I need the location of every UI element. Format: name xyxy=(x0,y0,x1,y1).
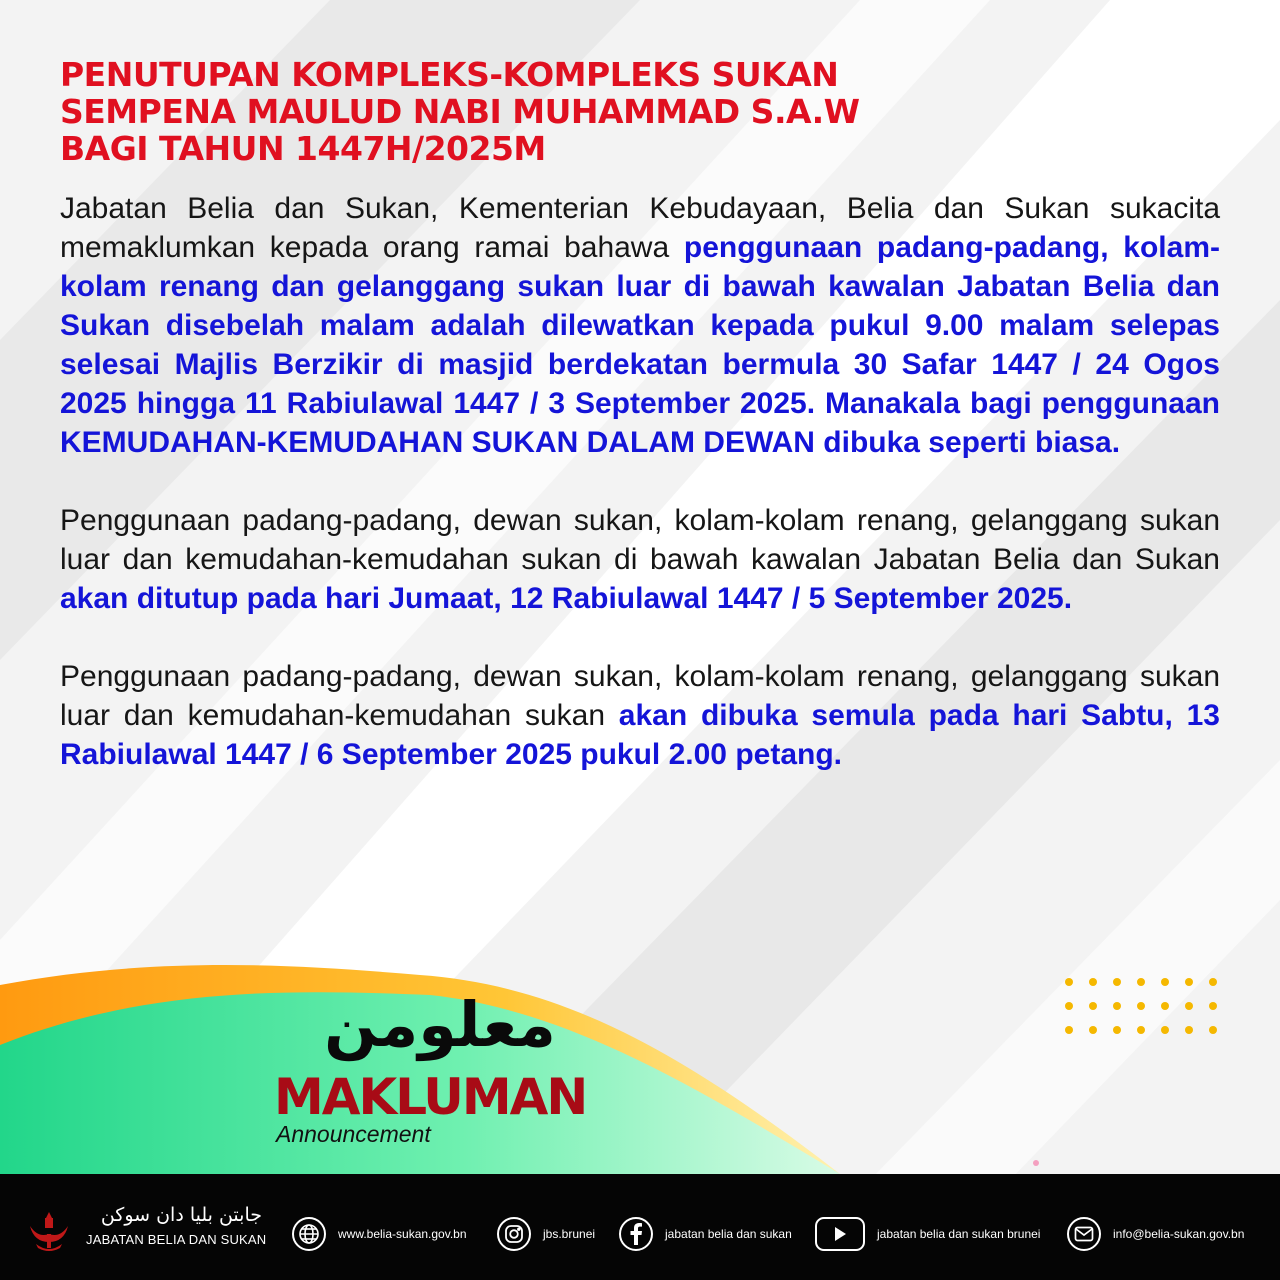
paragraph-highlight: akan dibuka semula pada hari Sabtu, 13 Rabiulawal 1447 / 6 September 2025 pukul 2.00 petang. xyxy=(60,699,1220,771)
announcement-body xyxy=(60,56,1220,774)
announcement-title xyxy=(60,56,1220,167)
paragraph-text: Penggunaan padang-padang, dewan sukan, kolam-kolam renang, gelanggang sukan luar dan kemudahan-kemudahan sukan di bawah kawalan Jabatan Belia dan Sukan xyxy=(60,504,1220,576)
footer-bar xyxy=(0,1174,1280,1280)
globe-icon xyxy=(292,1217,326,1251)
paragraph-highlight: penggunaan padang-padang, kolam-kolam renang dan gelanggang sukan luar di bawah kawalan Jabatan Belia dan Sukan disebelah malam adalah dilewatkan kepada pukul 9.00 malam selepas selesai Majlis Berzikir di masjid berdekatan bermula 30 Safar 1447 / 24 Ogos 2025 hingga 11 Rabiulawal 1447 / 3 September 2025. Manakala bagi penggunaan KEMUDAHAN-KEMUDAHAN SUKAN DALAM DEWAN dibuka seperti biasa. xyxy=(60,231,1220,459)
makluman-heading: MAKLUMAN xyxy=(274,1068,587,1126)
logo-jawi-text: جابتن بليا دان سوكن xyxy=(100,1204,262,1226)
title-line: BAGI TAHUN 1447H/2025M xyxy=(60,129,546,168)
instagram-label: jbs.brunei xyxy=(543,1227,596,1241)
title-line: PENUTUPAN KOMPLEKS-KOMPLEKS SUKAN xyxy=(60,55,839,94)
email-link[interactable] xyxy=(1067,1214,1244,1254)
announcement-subtitle: Announcement xyxy=(276,1121,431,1147)
paragraph-highlight: akan ditutup pada hari Jumaat, 12 Rabiulawal 1447 / 5 September 2025. xyxy=(60,582,1073,615)
dot-pattern xyxy=(1062,975,1226,1039)
crest-icon xyxy=(24,1208,74,1254)
paragraph-intro xyxy=(60,189,1220,462)
paragraph-closure xyxy=(60,501,1220,618)
instagram-link[interactable] xyxy=(497,1214,595,1254)
website-label: www.belia-sukan.gov.bn xyxy=(338,1227,467,1241)
facebook-icon xyxy=(619,1217,653,1251)
facebook-link[interactable] xyxy=(619,1214,792,1254)
jawi-heading: معلومن xyxy=(324,988,556,1061)
youtube-link[interactable] xyxy=(815,1214,1040,1254)
youtube-label: jabatan belia dan sukan brunei xyxy=(877,1227,1041,1241)
logo-text: JABATAN BELIA DAN SUKAN xyxy=(86,1232,267,1247)
makluman-branding xyxy=(270,985,610,1155)
title-line: SEMPENA MAULUD NABI MUHAMMAD S.A.W xyxy=(60,92,860,131)
paragraph-reopening xyxy=(60,657,1220,774)
paragraph-text: Jabatan Belia dan Sukan, Kementerian Kebudayaan, Belia dan Sukan sukacita memaklumkan kepada orang ramai bahawa xyxy=(60,192,1220,264)
youtube-icon xyxy=(815,1217,865,1251)
paragraph-text: Penggunaan padang-padang, dewan sukan, kolam-kolam renang, gelanggang sukan luar dan kemudahan-kemudahan sukan xyxy=(60,660,1220,732)
email-label: info@belia-sukan.gov.bn xyxy=(1113,1227,1245,1241)
instagram-icon xyxy=(497,1217,531,1251)
mail-icon xyxy=(1067,1217,1101,1251)
jbs-logo[interactable] xyxy=(24,1204,274,1256)
facebook-label: jabatan belia dan sukan xyxy=(665,1227,792,1241)
website-link[interactable] xyxy=(292,1214,467,1254)
